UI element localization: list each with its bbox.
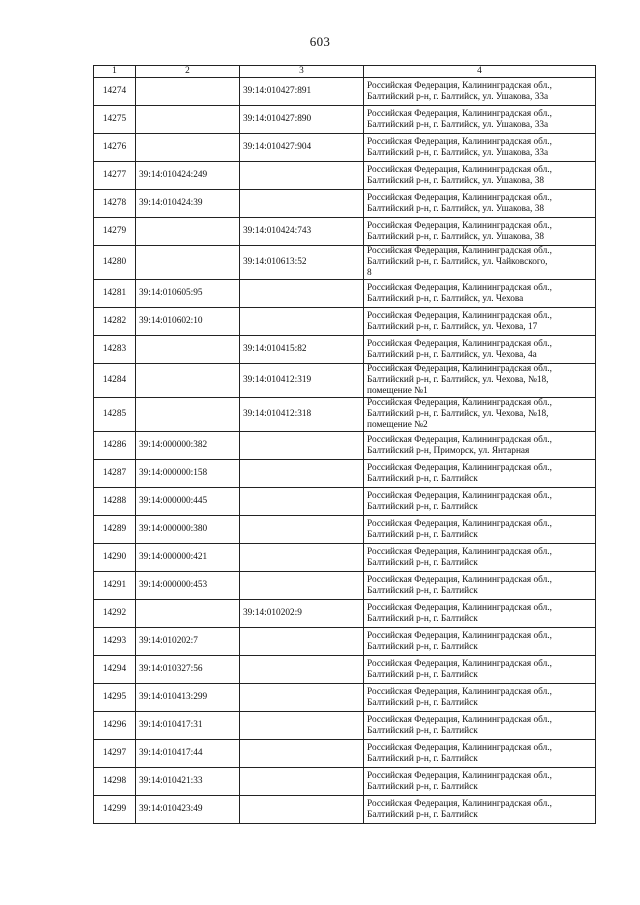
row-number-cell: 14278 [94, 190, 136, 218]
cadastral-number-col2-cell: 39:14:010424:249 [136, 162, 240, 190]
cadastral-number-col2-cell [136, 246, 240, 280]
page-number: 603 [309, 34, 331, 49]
table-row [94, 572, 596, 600]
table-row [94, 364, 596, 398]
address-cell: Российская Федерация, Калининградская обл., Балтийский р-н, г. Балтийск, ул. Ушакова, 33а [364, 134, 596, 162]
address-cell: Российская Федерация, Калининградская обл., Балтийский р-н, г. Балтийск [364, 768, 596, 796]
cadastral-number-col2-cell: 39:14:010605:95 [136, 280, 240, 308]
cadastral-number-col2-cell: 39:14:000000:382 [136, 432, 240, 460]
registry-table [93, 65, 596, 824]
row-number-cell: 14292 [94, 600, 136, 628]
cadastral-number-col2-cell [136, 134, 240, 162]
cadastral-number-col3-cell [240, 488, 364, 516]
cadastral-number-col3-cell [240, 740, 364, 768]
address-cell: Российская Федерация, Калининградская обл., Балтийский р-н, г. Балтийск, ул. Ушакова, 33а [364, 78, 596, 106]
row-number-cell: 14287 [94, 460, 136, 488]
table-body [94, 78, 596, 824]
address-cell: Российская Федерация, Калининградская обл., Балтийский р-н, г. Балтийск, ул. Чехова, №18, помещение №1 [364, 364, 596, 398]
row-number-cell: 14295 [94, 684, 136, 712]
table-row [94, 712, 596, 740]
row-number-cell: 14283 [94, 336, 136, 364]
cadastral-number-col3-cell: 39:14:010415:82 [240, 336, 364, 364]
address-cell: Российская Федерация, Калининградская обл., Балтийский р-н, г. Балтийск [364, 796, 596, 824]
table-row [94, 460, 596, 488]
row-number-cell: 14288 [94, 488, 136, 516]
cadastral-number-col3-cell [240, 432, 364, 460]
address-cell: Российская Федерация, Калининградская обл., Балтийский р-н, г. Балтийск [364, 516, 596, 544]
row-number-cell: 14290 [94, 544, 136, 572]
row-number-cell: 14281 [94, 280, 136, 308]
cadastral-number-col3-cell [240, 460, 364, 488]
cadastral-number-col3-cell [240, 796, 364, 824]
cadastral-number-col2-cell [136, 600, 240, 628]
address-cell: Российская Федерация, Калининградская обл., Балтийский р-н, г. Балтийск [364, 628, 596, 656]
cadastral-number-col2-cell: 39:14:000000:158 [136, 460, 240, 488]
cadastral-number-col3-cell [240, 572, 364, 600]
cadastral-number-col2-cell: 39:14:010413:299 [136, 684, 240, 712]
cadastral-number-col2-cell: 39:14:010417:44 [136, 740, 240, 768]
cadastral-number-col2-cell [136, 218, 240, 246]
row-number-cell: 14276 [94, 134, 136, 162]
address-cell: Российская Федерация, Калининградская обл., Балтийский р-н, г. Балтийск [364, 740, 596, 768]
address-cell: Российская Федерация, Калининградская обл., Балтийский р-н, г. Балтийск, ул. Чехова [364, 280, 596, 308]
cadastral-number-col2-cell: 39:14:010602:10 [136, 308, 240, 336]
table-row [94, 516, 596, 544]
table-row [94, 768, 596, 796]
table-row [94, 796, 596, 824]
row-number-cell: 14277 [94, 162, 136, 190]
cadastral-number-col3-cell [240, 656, 364, 684]
cadastral-number-col2-cell: 39:14:010202:7 [136, 628, 240, 656]
column-header-4: 4 [364, 66, 596, 78]
address-cell: Российская Федерация, Калининградская обл., Балтийский р-н, Приморск, ул. Янтарная [364, 432, 596, 460]
address-cell: Российская Федерация, Калининградская обл., Балтийский р-н, г. Балтийск, ул. Ушакова, 38 [364, 162, 596, 190]
cadastral-number-col3-cell [240, 162, 364, 190]
row-number-cell: 14274 [94, 78, 136, 106]
row-number-cell: 14294 [94, 656, 136, 684]
table-header-row [94, 66, 596, 78]
row-number-cell: 14296 [94, 712, 136, 740]
table-row [94, 656, 596, 684]
table-row [94, 162, 596, 190]
cadastral-number-col2-cell [136, 78, 240, 106]
cadastral-number-col2-cell [136, 106, 240, 134]
cadastral-number-col3-cell [240, 190, 364, 218]
table-row [94, 600, 596, 628]
cadastral-number-col3-cell [240, 768, 364, 796]
table-row [94, 308, 596, 336]
cadastral-number-col2-cell: 39:14:000000:453 [136, 572, 240, 600]
row-number-cell: 14275 [94, 106, 136, 134]
table-row [94, 78, 596, 106]
row-number-cell: 14291 [94, 572, 136, 600]
cadastral-number-col3-cell [240, 280, 364, 308]
column-header-3: 3 [240, 66, 364, 78]
cadastral-number-col2-cell [136, 364, 240, 398]
row-number-cell: 14293 [94, 628, 136, 656]
table-row [94, 488, 596, 516]
row-number-cell: 14298 [94, 768, 136, 796]
row-number-cell: 14279 [94, 218, 136, 246]
cadastral-number-col2-cell: 39:14:010327:56 [136, 656, 240, 684]
cadastral-number-col3-cell: 39:14:010412:319 [240, 364, 364, 398]
cadastral-number-col3-cell: 39:14:010427:904 [240, 134, 364, 162]
address-cell: Российская Федерация, Калининградская обл., Балтийский р-н, г. Балтийск, ул. Чехова, 17 [364, 308, 596, 336]
table-row [94, 684, 596, 712]
cadastral-number-col2-cell: 39:14:010423:49 [136, 796, 240, 824]
cadastral-number-col2-cell [136, 336, 240, 364]
address-cell: Российская Федерация, Калининградская обл., Балтийский р-н, г. Балтийск [364, 488, 596, 516]
address-cell: Российская Федерация, Калининградская обл., Балтийский р-н, г. Балтийск [364, 712, 596, 740]
table-row [94, 432, 596, 460]
row-number-cell: 14280 [94, 246, 136, 280]
address-cell: Российская Федерация, Калининградская обл., Балтийский р-н, г. Балтийск [364, 684, 596, 712]
cadastral-number-col3-cell [240, 684, 364, 712]
cadastral-number-col3-cell: 39:14:010613:52 [240, 246, 364, 280]
row-number-cell: 14282 [94, 308, 136, 336]
address-cell: Российская Федерация, Калининградская обл., Балтийский р-н, г. Балтийск [364, 600, 596, 628]
address-cell: Российская Федерация, Калининградская обл., Балтийский р-н, г. Балтийск, ул. Ушакова, 38 [364, 218, 596, 246]
cadastral-number-col3-cell: 39:14:010427:891 [240, 78, 364, 106]
address-cell: Российская Федерация, Калининградская обл., Балтийский р-н, г. Балтийск [364, 656, 596, 684]
cadastral-number-col2-cell: 39:14:000000:380 [136, 516, 240, 544]
column-header-1: 1 [94, 66, 136, 78]
column-header-2: 2 [136, 66, 240, 78]
table-row [94, 246, 596, 280]
cadastral-number-col2-cell: 39:14:010417:31 [136, 712, 240, 740]
address-cell: Российская Федерация, Калининградская обл., Балтийский р-н, г. Балтийск, ул. Чехова, №18, помещение №2 [364, 398, 596, 432]
cadastral-number-col3-cell: 39:14:010412:318 [240, 398, 364, 432]
row-number-cell: 14299 [94, 796, 136, 824]
row-number-cell: 14284 [94, 364, 136, 398]
address-cell: Российская Федерация, Калининградская обл., Балтийский р-н, г. Балтийск [364, 460, 596, 488]
address-cell: Российская Федерация, Калининградская обл., Балтийский р-н, г. Балтийск [364, 572, 596, 600]
address-cell: Российская Федерация, Калининградская обл., Балтийский р-н, г. Балтийск, ул. Ушакова, 33а [364, 106, 596, 134]
cadastral-number-col2-cell: 39:14:010424:39 [136, 190, 240, 218]
cadastral-number-col3-cell [240, 308, 364, 336]
cadastral-number-col3-cell [240, 516, 364, 544]
table-row [94, 398, 596, 432]
address-cell: Российская Федерация, Калининградская обл., Балтийский р-н, г. Балтийск [364, 544, 596, 572]
row-number-cell: 14297 [94, 740, 136, 768]
cadastral-number-col3-cell: 39:14:010202:9 [240, 600, 364, 628]
row-number-cell: 14285 [94, 398, 136, 432]
cadastral-number-col2-cell: 39:14:010421:33 [136, 768, 240, 796]
cadastral-number-col3-cell: 39:14:010424:743 [240, 218, 364, 246]
cadastral-number-col3-cell [240, 544, 364, 572]
row-number-cell: 14286 [94, 432, 136, 460]
table-row [94, 106, 596, 134]
row-number-cell: 14289 [94, 516, 136, 544]
address-cell: Российская Федерация, Калининградская обл., Балтийский р-н, г. Балтийск, ул. Чехова, 4а [364, 336, 596, 364]
table-row [94, 218, 596, 246]
cadastral-number-col2-cell: 39:14:000000:445 [136, 488, 240, 516]
table-row [94, 134, 596, 162]
table-row [94, 628, 596, 656]
cadastral-number-col3-cell [240, 712, 364, 740]
table-row [94, 280, 596, 308]
table-row [94, 544, 596, 572]
cadastral-number-col3-cell: 39:14:010427:890 [240, 106, 364, 134]
cadastral-number-col3-cell [240, 628, 364, 656]
address-cell: Российская Федерация, Калининградская обл., Балтийский р-н, г. Балтийск, ул. Чайковского, 8 [364, 246, 596, 280]
address-cell: Российская Федерация, Калининградская обл., Балтийский р-н, г. Балтийск, ул. Ушакова, 38 [364, 190, 596, 218]
table-row [94, 740, 596, 768]
table-row [94, 336, 596, 364]
cadastral-number-col2-cell [136, 398, 240, 432]
table-row [94, 190, 596, 218]
cadastral-number-col2-cell: 39:14:000000:421 [136, 544, 240, 572]
